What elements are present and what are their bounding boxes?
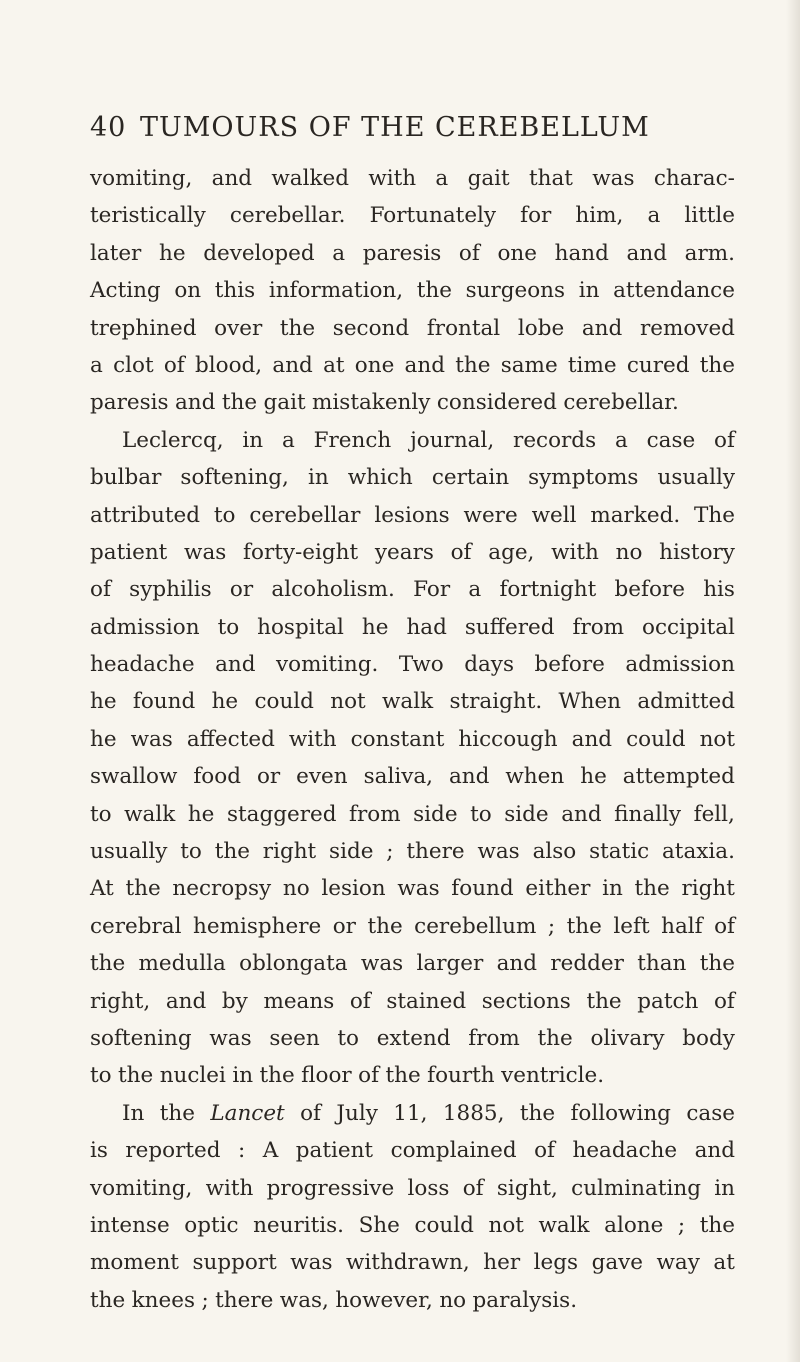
text-line: Acting on this information, the surgeons in attendance	[90, 278, 735, 304]
text-line: is reported : A patient complained of headache and	[90, 1138, 735, 1164]
page-edge-shadow	[786, 0, 800, 1362]
text-line: vomiting, and walked with a gait that was charac-	[90, 166, 735, 191]
running-title: TUMOURS OF THE CEREBELLUM	[140, 112, 650, 143]
text-line: right, and by means of stained sections the patch of	[90, 988, 735, 1014]
text-line: attributed to cerebellar lesions were well marked. The	[90, 502, 735, 528]
text-line: paresis and the gait mistakenly considered cerebellar.	[90, 390, 679, 416]
text-line: the medulla oblongata was larger and redder than the	[90, 951, 735, 977]
text-line: later he developed a paresis of one hand and arm.	[90, 240, 735, 266]
text-line: At the necropsy no lesion was found either in the right	[90, 876, 735, 902]
text-line: admission to hospital he had suffered from occipital	[90, 614, 735, 640]
body-text	[90, 160, 735, 1319]
text-line: trephined over the second frontal lobe and removed	[90, 315, 735, 341]
text-line: bulbar softening, in which certain symptoms usually	[90, 465, 735, 491]
text-line: the knees ; there was, however, no paralysis.	[90, 1287, 578, 1313]
page-number: 40	[90, 112, 127, 143]
text-line: usually to the right side ; there was also static ataxia.	[90, 839, 735, 865]
text-line: softening was seen to extend from the olivary body	[90, 1025, 735, 1051]
text-line: intense optic neuritis. She could not walk alone ; the	[90, 1212, 735, 1238]
text-line: vomiting, with progressive loss of sight, culminating in	[90, 1175, 735, 1201]
page-header	[90, 112, 730, 152]
text-line: headache and vomiting. Two days before admission	[90, 652, 735, 678]
text-line: moment support was withdrawn, her legs gave way at	[90, 1250, 735, 1276]
text-line: to walk he staggered from side to side and finally fell,	[90, 801, 735, 827]
text-line: Leclercq, in a French journal, records a case of	[122, 427, 735, 453]
text-line: swallow food or even saliva, and when he attempted	[90, 764, 735, 790]
text-line: teristically cerebellar. Fortunately for him, a little	[90, 203, 735, 229]
text-line: cerebral hemisphere or the cerebellum ; the left half of	[90, 913, 735, 939]
text-line: a clot of blood, and at one and the same time cured the	[90, 352, 735, 378]
text-line: In the Lancet of July 11, 1885, the following case	[122, 1100, 735, 1126]
text-line: he found he could not walk straight. When admitted	[90, 689, 735, 715]
text-line: to the nuclei in the floor of the fourth ventricle.	[90, 1063, 605, 1089]
text-line: patient was forty-eight years of age, with no history	[90, 539, 735, 565]
text-line: he was affected with constant hiccough and could not	[90, 726, 735, 752]
text-line: of syphilis or alcoholism. For a fortnight before his	[90, 577, 735, 603]
